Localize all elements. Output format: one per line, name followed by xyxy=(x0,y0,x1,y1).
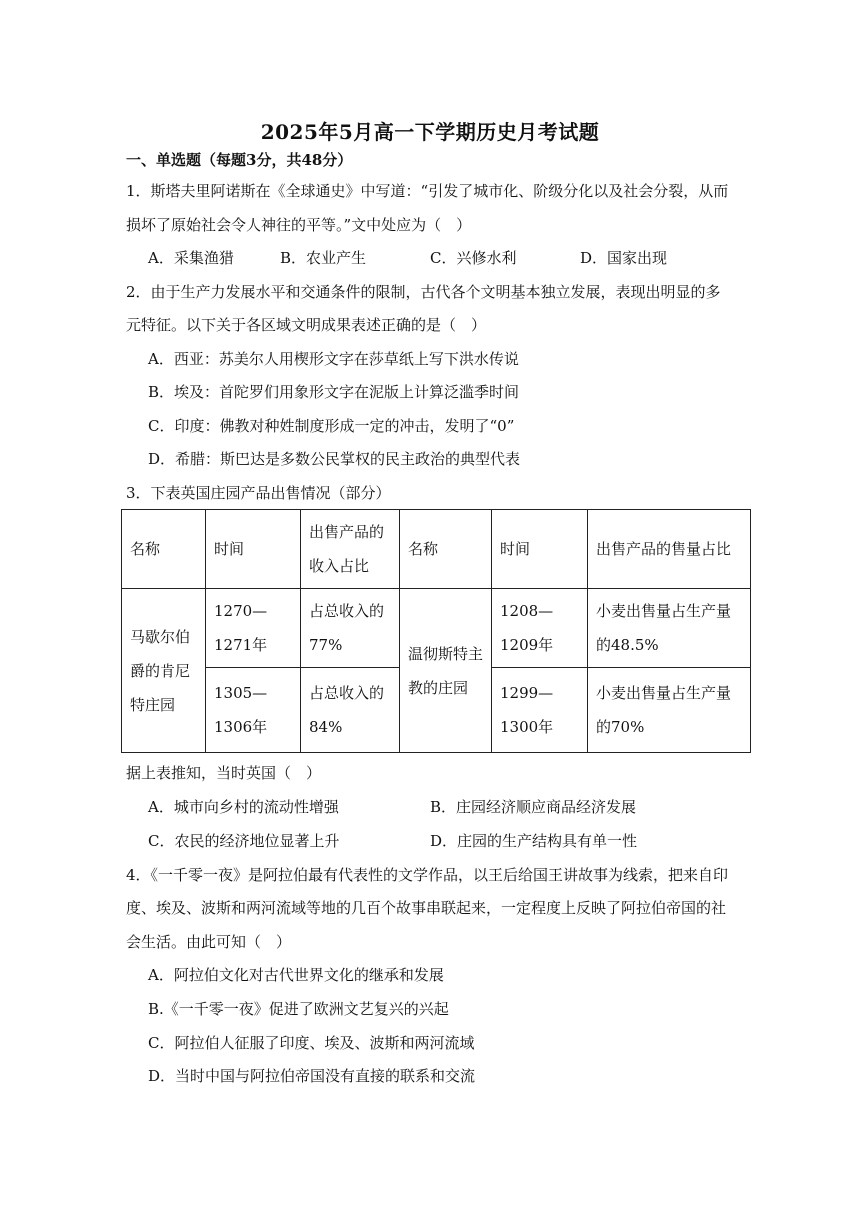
question-3-stem: 3．下表英国庄园产品出售情况（部分） xyxy=(126,484,391,502)
q2-option-a[interactable]: A．西亚：苏美尔人用楔形文字在莎草纸上写下洪水传说 xyxy=(148,350,519,368)
question-1-line-2: 损坏了原始社会令人神往的平等。”文中处应为（ ） xyxy=(126,216,472,234)
row1-value-right: 小麦出售量占生产量的48.5% xyxy=(588,589,751,668)
header-income-share: 出售产品的收入占比 xyxy=(301,510,400,589)
q3-option-b[interactable]: B．庄园经济顺应商品经济发展 xyxy=(430,798,637,816)
table-row xyxy=(122,589,751,668)
manor-sales-table xyxy=(121,509,751,753)
row1-time-right: 1208—1209年 xyxy=(492,589,588,668)
question-2-line-2: 元特征。以下关于各区域文明成果表述正确的是（ ） xyxy=(126,316,487,334)
question-3-after: 据上表推知，当时英国（ ） xyxy=(126,764,322,782)
question-1-line-1: 1．斯塔夫里阿诺斯在《全球通史》中写道：“引发了城市化、阶级分化以及社会分裂，从而 xyxy=(126,182,729,200)
q4-option-a[interactable]: A．阿拉伯文化对古代世界文化的继承和发展 xyxy=(148,966,444,984)
question-4-line-1: 4．《一千零一夜》是阿拉伯最有代表性的文学作品，以王后给国王讲故事为线索，把来自印 xyxy=(126,866,729,884)
question-4-line-3: 会生活。由此可知（ ） xyxy=(126,933,292,951)
header-time-2: 时间 xyxy=(492,510,588,589)
q2-option-c[interactable]: C．印度：佛教对种姓制度形成一定的冲击，发明了“0” xyxy=(148,417,515,435)
right-manor-name: 温彻斯特主教的庄园 xyxy=(400,589,492,753)
q3-option-a[interactable]: A．城市向乡村的流动性增强 xyxy=(148,798,339,816)
row2-time-left: 1305—1306年 xyxy=(206,668,301,753)
q2-option-d[interactable]: D．希腊：斯巴达是多数公民掌权的民主政治的典型代表 xyxy=(148,450,521,468)
left-manor-name: 马歇尔伯爵的肯尼特庄园 xyxy=(122,589,206,753)
q4-option-d[interactable]: D．当时中国与阿拉伯帝国没有直接的联系和交流 xyxy=(148,1067,476,1085)
q3-option-c[interactable]: C．农民的经济地位显著上升 xyxy=(148,832,340,850)
q2-option-b[interactable]: B．埃及：首陀罗们用象形文字在泥版上计算泛滥季时间 xyxy=(148,383,520,401)
q1-option-c[interactable]: C．兴修水利 xyxy=(430,249,517,267)
question-2-line-1: 2．由于生产力发展水平和交通条件的限制，古代各个文明基本独立发展，表现出明显的多 xyxy=(126,283,721,301)
header-sales-share: 出售产品的售量占比 xyxy=(588,510,751,589)
header-time-1: 时间 xyxy=(206,510,301,589)
row2-time-right: 1299—1300年 xyxy=(492,668,588,753)
row1-value-left: 占总收入的77% xyxy=(301,589,400,668)
table-header-row xyxy=(122,510,751,589)
q1-option-d[interactable]: D．国家出现 xyxy=(580,249,668,267)
q4-option-c[interactable]: C．阿拉伯人征服了印度、埃及、波斯和两河流域 xyxy=(148,1034,475,1052)
row2-value-right: 小麦出售量占生产量的70% xyxy=(588,668,751,753)
header-name-1: 名称 xyxy=(122,510,206,589)
row1-time-left: 1270—1271年 xyxy=(206,589,301,668)
q4-option-b[interactable]: B.《一千零一夜》促进了欧洲文艺复兴的兴起 xyxy=(148,1000,449,1018)
q1-option-b[interactable]: B．农业产生 xyxy=(280,249,367,267)
question-4-line-2: 度、埃及、波斯和两河流域等地的几百个故事串联起来，一定程度上反映了阿拉伯帝国的社 xyxy=(126,899,727,917)
q3-option-d[interactable]: D．庄园的生产结构具有单一性 xyxy=(430,832,638,850)
q1-option-a[interactable]: A．采集渔猎 xyxy=(148,249,234,267)
header-name-2: 名称 xyxy=(400,510,492,589)
page-title: 2025年5月高一下学期历史月考试题 xyxy=(260,120,600,144)
row2-value-left: 占总收入的84% xyxy=(301,668,400,753)
section-heading: 一、单选题（每题3分，共48分） xyxy=(126,151,353,169)
